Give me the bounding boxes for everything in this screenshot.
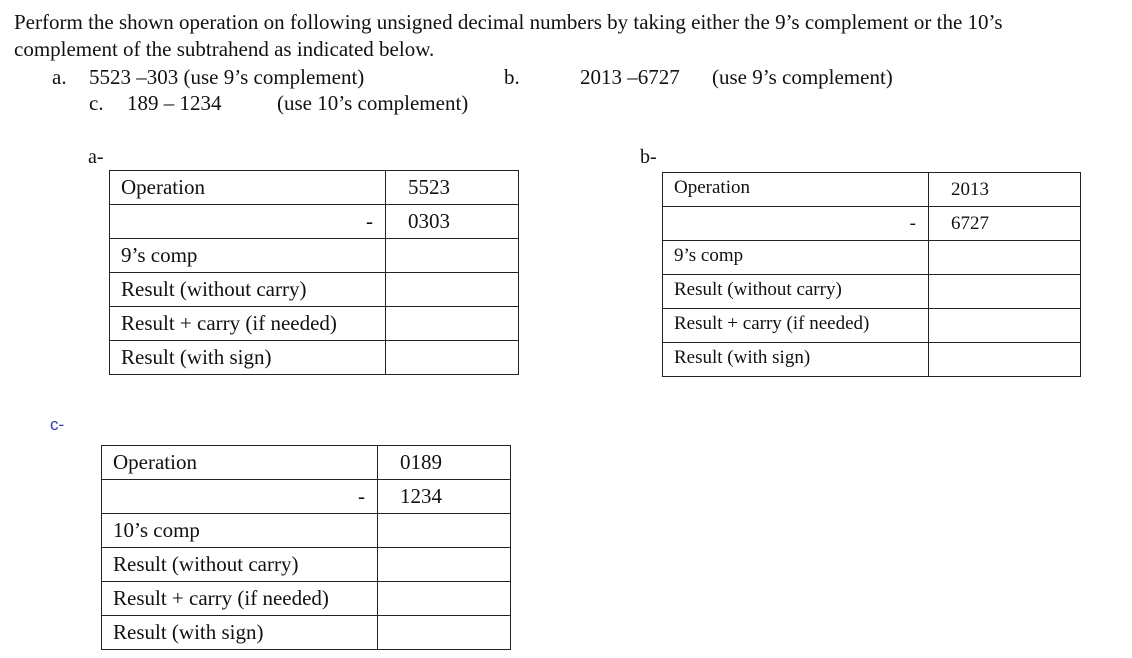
- table-row: [102, 582, 511, 616]
- minuend-value[interactable]: 2013: [929, 173, 1081, 207]
- table-row: [663, 275, 1081, 309]
- table-row: [102, 514, 511, 548]
- table-row: [102, 480, 511, 514]
- problem-c-letter: c.: [89, 91, 104, 115]
- result-with-sign-value[interactable]: [386, 341, 519, 375]
- table-c: [101, 445, 511, 650]
- result-with-sign-label: Result (with sign): [102, 616, 378, 650]
- minuend-value[interactable]: 0189: [378, 446, 511, 480]
- question-text: [14, 9, 1124, 63]
- result-plus-carry-value[interactable]: [929, 309, 1081, 343]
- result-plus-carry-value[interactable]: [378, 582, 511, 616]
- table-row: [102, 548, 511, 582]
- subtrahend-value[interactable]: 0303: [386, 205, 519, 239]
- result-without-carry-value[interactable]: [386, 273, 519, 307]
- problem-b-letter: b.: [504, 65, 520, 89]
- table-b: [662, 172, 1081, 377]
- subtrahend-value[interactable]: 1234: [378, 480, 511, 514]
- complement-value[interactable]: [378, 514, 511, 548]
- subtrahend-value[interactable]: 6727: [929, 207, 1081, 241]
- table-row: [110, 239, 519, 273]
- table-row: [110, 307, 519, 341]
- table-row: [110, 171, 519, 205]
- result-plus-carry-value[interactable]: [386, 307, 519, 341]
- table-row: [110, 273, 519, 307]
- result-plus-carry-label: Result + carry (if needed): [110, 307, 386, 341]
- problem-c-note: (use 10’s complement): [277, 91, 469, 115]
- result-with-sign-label: Result (with sign): [663, 343, 929, 377]
- complement-label: 10’s comp: [102, 514, 378, 548]
- minus-sign: -: [102, 480, 378, 514]
- problem-a-letter: a.: [52, 65, 67, 89]
- result-plus-carry-label: Result + carry (if needed): [663, 309, 929, 343]
- table-row: [663, 207, 1081, 241]
- result-without-carry-value[interactable]: [378, 548, 511, 582]
- table-row: [102, 446, 511, 480]
- table-row: [663, 343, 1081, 377]
- minuend-value[interactable]: 5523: [386, 171, 519, 205]
- question-line-2: complement of the subtrahend as indicated below.: [14, 37, 435, 61]
- question-line-1: Perform the shown operation on following unsigned decimal numbers by taking either the 9’s complement or the 10’s: [14, 10, 1003, 34]
- result-without-carry-label: Result (without carry): [663, 275, 929, 309]
- result-plus-carry-label: Result + carry (if needed): [102, 582, 378, 616]
- table-row: [110, 341, 519, 375]
- result-without-carry-value[interactable]: [929, 275, 1081, 309]
- complement-value[interactable]: [929, 241, 1081, 275]
- result-without-carry-label: Result (without carry): [102, 548, 378, 582]
- problem-a-expression: 5523 –303 (use 9’s complement): [89, 65, 365, 89]
- minus-sign: -: [110, 205, 386, 239]
- operation-label: Operation: [110, 171, 386, 205]
- table-row: [663, 309, 1081, 343]
- section-a-label: a-: [88, 146, 104, 168]
- complement-value[interactable]: [386, 239, 519, 273]
- result-without-carry-label: Result (without carry): [110, 273, 386, 307]
- problem-c-expression: 189 – 1234: [127, 91, 222, 115]
- section-b-label: b-: [640, 146, 657, 168]
- complement-label: 9’s comp: [110, 239, 386, 273]
- operation-label: Operation: [663, 173, 929, 207]
- table-row: [663, 241, 1081, 275]
- problem-b-expression: 2013 –6727: [580, 65, 680, 89]
- result-with-sign-value[interactable]: [378, 616, 511, 650]
- table-row: [102, 616, 511, 650]
- complement-label: 9’s comp: [663, 241, 929, 275]
- table-a: [109, 170, 519, 375]
- table-row: [663, 173, 1081, 207]
- minus-sign: -: [663, 207, 929, 241]
- operation-label: Operation: [102, 446, 378, 480]
- result-with-sign-value[interactable]: [929, 343, 1081, 377]
- problem-b-note: (use 9’s complement): [712, 65, 893, 89]
- result-with-sign-label: Result (with sign): [110, 341, 386, 375]
- table-row: [110, 205, 519, 239]
- section-c-label: c-: [50, 415, 65, 434]
